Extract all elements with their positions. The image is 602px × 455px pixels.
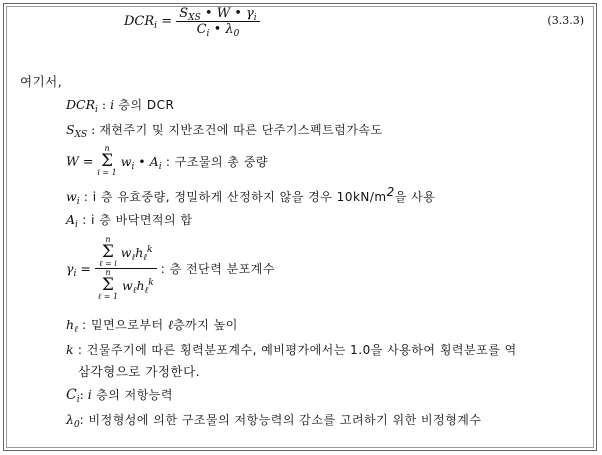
def-k: k : 건물주기에 따른 횡력분포계수, 예비평가에서는 1.0을 사용하여 횡력분포를 역	[66, 342, 517, 357]
def-gamma: $\gamma_i$ = n Σ ℓ = i $w_\ell h_\ell^k$ n Σ ℓ = 1 $w_\ell h_\ell^k$ : 층 전단력 분포계수	[66, 235, 275, 302]
def-lambda: $\lambda_0$: 비정형성에 의한 구조물의 저항능력의 감소를 고려하기 위한 비정형계수	[66, 412, 482, 430]
equation-number: (3.3.3)	[547, 14, 584, 27]
def-w: W = n Σ i = 1 $w_i$ • $A_i$ : 구조물의 총 중량	[66, 144, 269, 178]
def-wi: $w_i$ : i 층 유효중량, 정밀하게 산정하지 않을 경우 10kN/m2을 사용	[66, 185, 436, 207]
def-ci: $C_i$: i 층의 저항능력	[66, 387, 173, 405]
def-hl: $h_\ell$ : 밑면으로부터 ℓ층까지 높이	[66, 317, 238, 335]
def-dcr: $DCR_i$ : i 층의 DCR	[66, 97, 175, 115]
gamma-fraction: n Σ ℓ = i $w_\ell h_\ell^k$ n Σ ℓ = 1 $w_\ell h_\ell^k$	[95, 236, 157, 301]
def-sxs: $S_{XS}$ : 재현주기 및 지반조건에 따른 단주기스펙트럼가속도	[66, 122, 383, 140]
equation-fraction: $\frac{S_{XS} • W • \gamma_i}{C_i • \lambda_0}$	[176, 6, 259, 37]
intro-text: 여기서,	[20, 74, 63, 89]
def-ai: $A_i$ : i 층 바닥면적의 합	[66, 212, 193, 230]
sum-operator: n Σ i = 1	[97, 144, 117, 178]
main-equation: $DCR_i$ = $\frac{S_{XS} • W • \gamma_i}{C_i • \lambda_0}$	[124, 6, 260, 37]
def-k-continued: 삼각형으로 가정한다.	[78, 364, 201, 379]
